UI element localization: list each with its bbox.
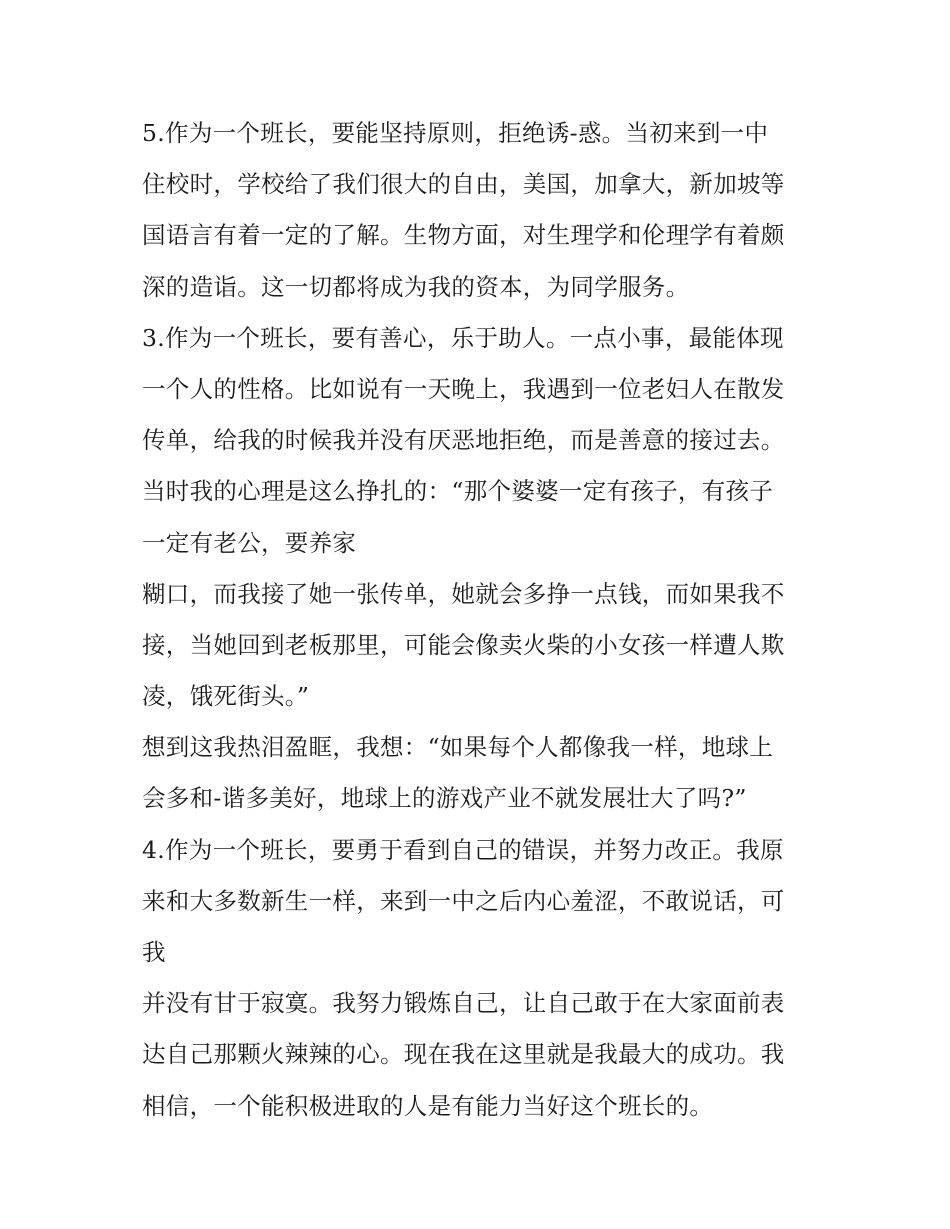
text-line: 来和大多数新生一样，来到一中之后内心羞涩，不敢说话，可 [142,886,785,915]
text-line: 糊口，而我接了她一张传单，她就会多挣一点钱，而如果我不 [142,579,785,608]
body-text [142,108,822,1132]
text-line: 深的造诣。这一切都将成为我的资本，为同学服务。 [142,272,690,301]
text-line: 达自己那颗火辣辣的心。现在我在这里就是我最大的成功。我 [142,1040,785,1069]
text-line: 住校时，学校给了我们很大的自由，美国，加拿大，新加坡等 [142,170,785,199]
text-line: 凌，饿死街头。” [142,682,310,711]
text-line: 我 [142,938,166,966]
text-line: 一个人的性格。比如说有一天晚上，我遇到一位老妇人在散发 [142,374,785,403]
text-line: 并没有甘于寂寞。我努力锻炼自己，让自己敢于在大家面前表 [142,989,785,1018]
text-line: 想到这我热泪盈眶，我想：“如果每个人都像我一样，地球上 [142,733,774,762]
text-line: 相信，一个能积极进取的人是有能力当好这个班长的。 [142,1091,714,1120]
text-line: 会多和-谐多美好，地球上的游戏产业不就发展壮大了吗?” [142,784,747,813]
text-line: 接，当她回到老板那里，可能会像卖火柴的小女孩一样遭人欺 [142,630,785,659]
text-line: 4.作为一个班长，要勇于看到自己的错误，并努力改正。我原 [142,835,784,864]
text-line: 传单，给我的时候我并没有厌恶地拒绝，而是善意的接过去。 [142,426,785,455]
text-line: 国语言有着一定的了解。生物方面，对生理学和伦理学有着颇 [142,221,785,250]
text-line: 3.作为一个班长，要有善心，乐于助人。一点小事，最能体现 [142,323,784,352]
text-line: 一定有老公，要养家 [142,528,357,557]
text-line: 当时我的心理是这么挣扎的：“那个婆婆一定有孩子，有孩子 [142,477,774,506]
text-line: 5.作为一个班长，要能坚持原则，拒绝诱-惑。当初来到一中 [142,119,769,147]
